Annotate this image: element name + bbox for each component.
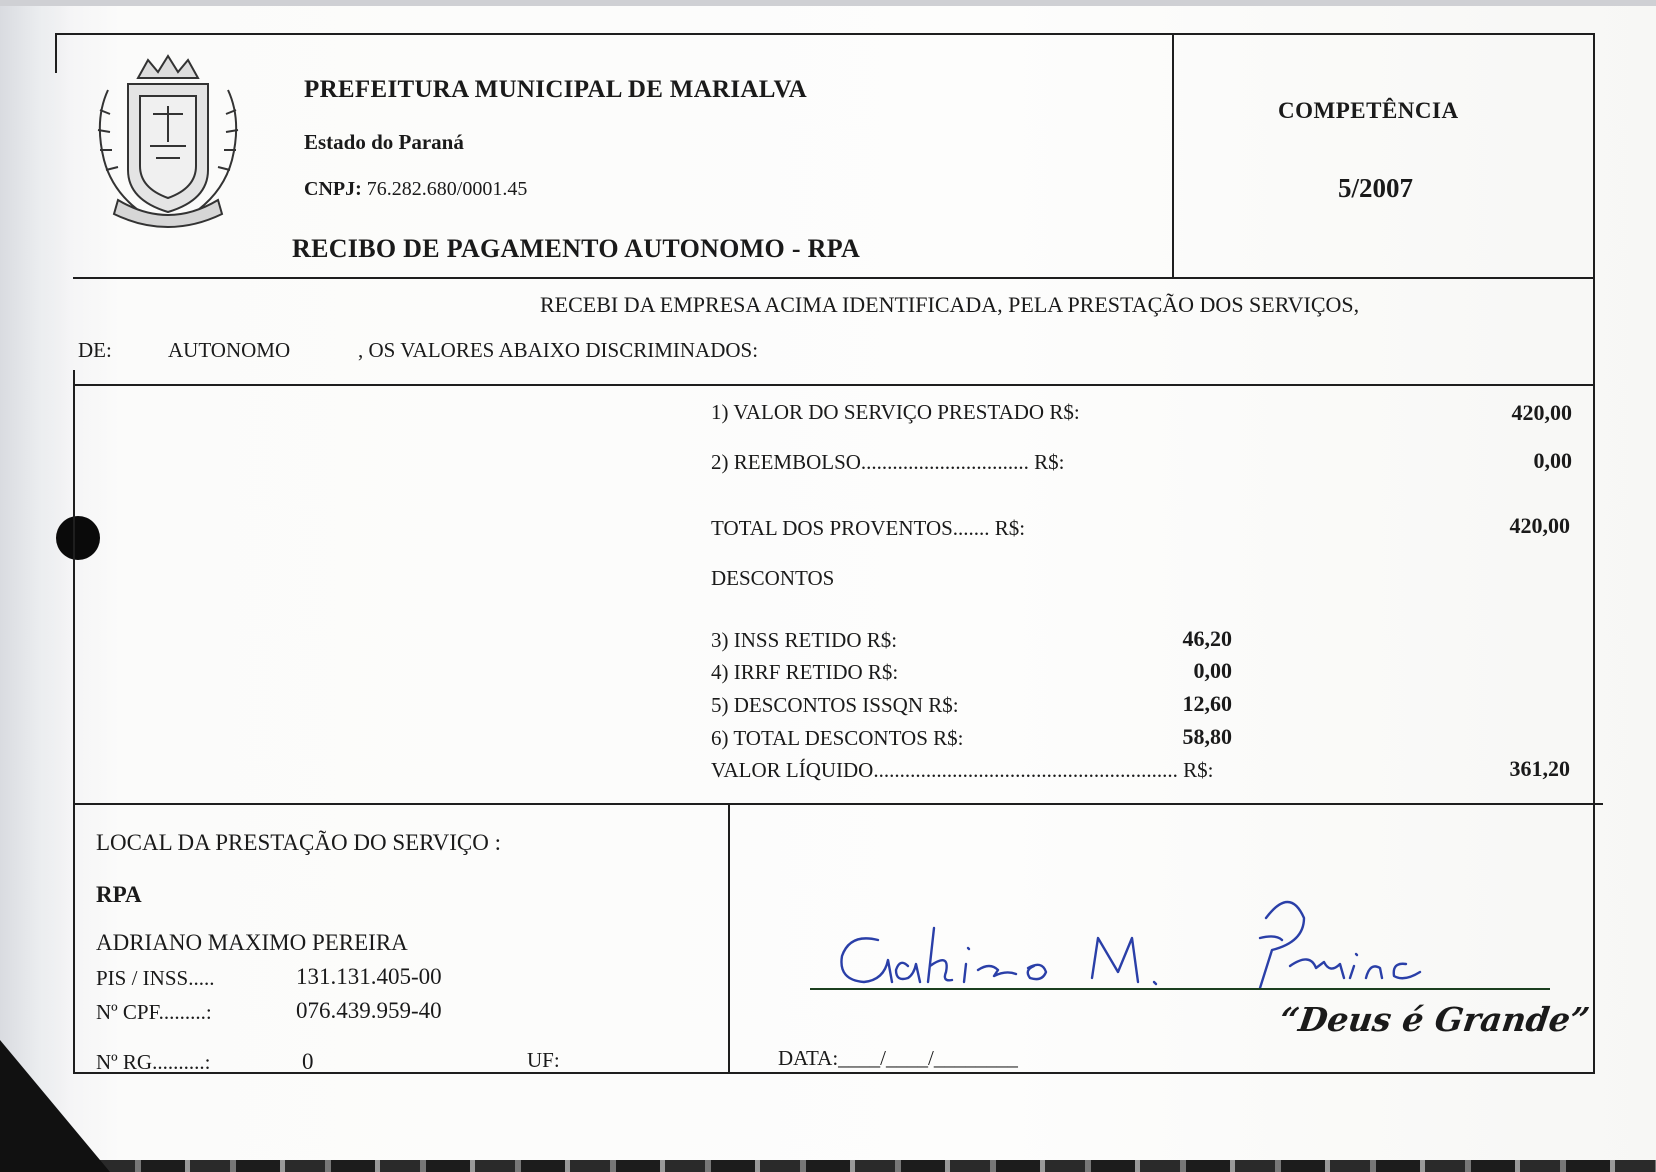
lower-divider-vertical — [728, 803, 730, 1073]
total-descontos-label: 6) TOTAL DESCONTOS R$: — [711, 726, 964, 750]
pis-value: 131.131.405-00 — [296, 964, 442, 989]
declaration-service-type: AUTONOMO — [168, 338, 291, 362]
rg-label: Nº RG..........: — [96, 1050, 211, 1074]
scan-bottom-edge — [0, 1160, 1656, 1172]
frame-right — [1593, 33, 1595, 1073]
uf-label: UF: — [527, 1048, 560, 1072]
date-blanks: ____/____/________ — [838, 1046, 1018, 1070]
servico-value: 420,00 — [1511, 400, 1572, 425]
frame-top — [55, 33, 1595, 35]
competencia-label: COMPETÊNCIA — [1278, 98, 1459, 123]
local-prestacao-label: LOCAL DA PRESTAÇÃO DO SERVIÇO : — [96, 830, 502, 855]
provider-name: ADRIANO MAXIMO PEREIRA — [96, 930, 408, 955]
organization-name: PREFEITURA MUNICIPAL DE MARIALVA — [304, 76, 807, 103]
valor-liquido-value: 361,20 — [1509, 756, 1570, 781]
handwritten-signature-icon — [820, 878, 1480, 996]
municipal-seal-icon — [78, 50, 258, 230]
irrf-label: 4) IRRF RETIDO R$: — [711, 660, 899, 684]
cnpj-label: CNPJ: — [304, 178, 362, 200]
issqn-label: 5) DESCONTOS ISSQN R$: — [711, 693, 959, 717]
header-divider-vertical — [1172, 33, 1174, 278]
scan-shadow — [0, 0, 70, 1172]
irrf-value: 0,00 — [1193, 658, 1232, 683]
cpf-label: Nº CPF.........: — [96, 1000, 212, 1024]
cnpj-value: 76.282.680/0001.45 — [366, 178, 528, 200]
rg-value: 0 — [302, 1049, 314, 1074]
competencia-value: 5/2007 — [1338, 173, 1414, 203]
declaration-bottom-rule — [73, 384, 1595, 386]
scan-top-edge — [0, 0, 1656, 6]
punch-hole — [56, 516, 100, 560]
total-descontos-value: 58,80 — [1182, 724, 1232, 749]
folded-corner — [0, 1040, 110, 1172]
organization-state: Estado do Paraná — [304, 130, 464, 154]
motto-text: “Deus é Grande” — [1277, 1000, 1592, 1039]
total-proventos-label: TOTAL DOS PROVENTOS....... R$: — [711, 516, 1026, 540]
frame-left — [55, 33, 57, 73]
valor-liquido-label: VALOR LÍQUIDO.......................................................... R$: — [711, 758, 1214, 782]
date-label: DATA: — [778, 1046, 839, 1070]
inss-label: 3) INSS RETIDO R$: — [711, 628, 898, 652]
declaration-line-2: , OS VALORES ABAIXO DISCRIMINADOS: — [358, 338, 759, 362]
descontos-heading: DESCONTOS — [711, 566, 835, 590]
reembolso-value: 0,00 — [1533, 448, 1572, 473]
organization-cnpj — [304, 178, 527, 201]
inss-value: 46,20 — [1182, 626, 1232, 651]
total-proventos-value: 420,00 — [1509, 513, 1570, 538]
header-bottom-rule — [73, 277, 1595, 279]
frame-left-lower — [73, 370, 75, 1074]
signature-line — [810, 988, 1550, 990]
document-title: RECIBO DE PAGAMENTO AUTONOMO - RPA — [292, 234, 861, 263]
declaration-line-1: RECEBI DA EMPRESA ACIMA IDENTIFICADA, PELA PRESTAÇÃO DOS SERVIÇOS, — [540, 292, 1360, 317]
date-field — [778, 1046, 1018, 1071]
reembolso-label: 2) REEMBOLSO................................ R$: — [711, 450, 1065, 474]
values-bottom-rule — [73, 803, 1603, 805]
cpf-value: 076.439.959-40 — [296, 998, 442, 1023]
local-prestacao-value: RPA — [96, 882, 142, 907]
servico-label: 1) VALOR DO SERVIÇO PRESTADO R$: — [711, 400, 1080, 424]
declaration-de-label: DE: — [78, 338, 112, 362]
issqn-value: 12,60 — [1182, 691, 1232, 716]
pis-label: PIS / INSS..... — [96, 966, 215, 990]
